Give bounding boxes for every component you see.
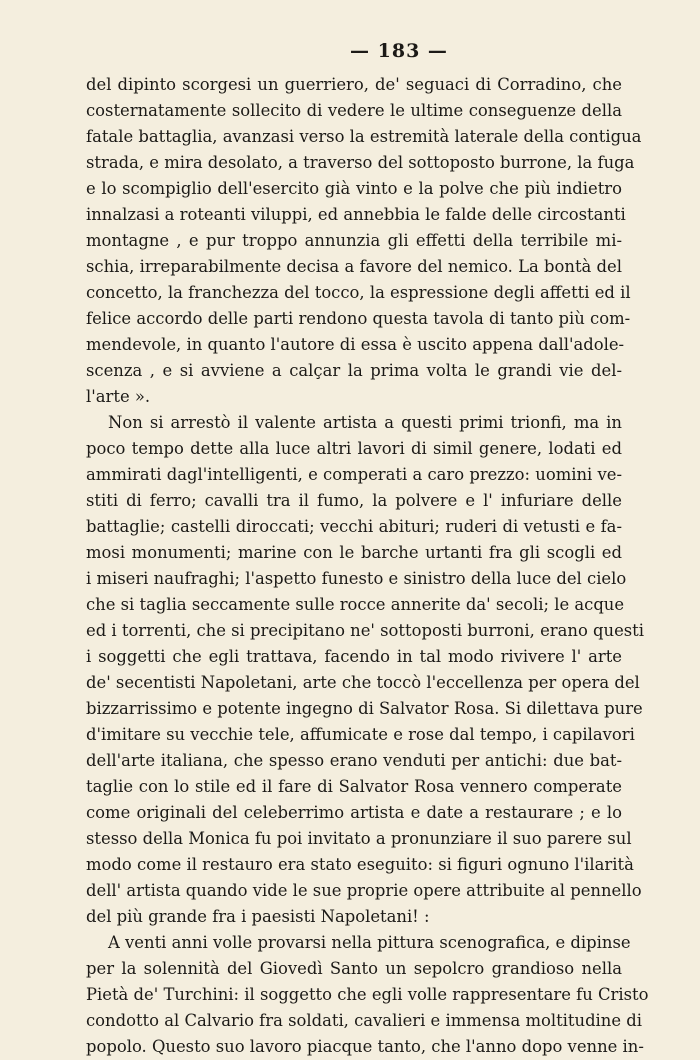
paragraph: [86, 72, 642, 410]
text-line: mendevole, in quanto l'autore di essa è uscito appena dall'adole-: [86, 335, 625, 354]
text-line: del dipinto scorgesi un guerriero, de' seguaci di Corradino, che: [86, 75, 622, 94]
text-line: A venti anni volle provarsi nella pittura scenografica, e dipinse: [108, 933, 631, 952]
text-line: popolo. Questo suo lavoro piacque tanto, che l'anno dopo venne in-: [86, 1037, 644, 1056]
text-line: ammirati dagl'intelligenti, e comperati a caro prezzo: uomini ve-: [86, 465, 622, 484]
text-line: poco tempo dette alla luce altri lavori di simil genere, lodati ed: [86, 439, 622, 458]
text-line: bizzarrissimo e potente ingegno di Salvator Rosa. Si dilettava pure: [86, 699, 643, 718]
text-line: costernatamente sollecito di vedere le ultime conseguenze della: [86, 101, 622, 120]
paragraph: [86, 930, 649, 1060]
text-line: ed i torrenti, che si precipitano ne' sottoposti burroni, erano questi: [86, 621, 645, 640]
text-line: stesso della Monica fu poi invitato a pronunziare il suo parere sul: [86, 829, 632, 848]
text-line: condotto al Calvario fra soldati, cavalieri e immensa moltitudine di: [86, 1011, 643, 1030]
text-line: mosi monumenti; marine con le barche urtanti fra gli scogli ed: [86, 543, 622, 562]
text-line: stiti di ferro; cavalli tra il fumo, la polvere e l' infuriare delle: [86, 491, 622, 510]
text-line: i soggetti che egli trattava, facendo in tal modo rivivere l' arte: [86, 647, 622, 666]
text-line: per la solennità del Giovedì Santo un sepolcro grandioso nella: [86, 959, 622, 978]
page-number: — 183 —: [350, 40, 448, 62]
text-line: dell' artista quando vide le sue proprie opere attribuite al pennello: [86, 881, 642, 900]
text-line: battaglie; castelli diroccati; vecchi abituri; ruderi di vetusti e fa-: [86, 517, 622, 536]
text-line: taglie con lo stile ed il fare di Salvator Rosa vennero comperate: [86, 777, 622, 796]
text-line: concetto, la franchezza del tocco, la espressione degli affetti ed il: [86, 283, 631, 302]
text-line: Pietà de' Turchini: il soggetto che egli volle rappresentare fu Cristo: [86, 985, 649, 1004]
text-line: i miseri naufraghi; l'aspetto funesto e sinistro della luce del cielo: [86, 569, 627, 588]
text-line: del più grande fra i paesisti Napoletani! :: [86, 907, 430, 926]
text-line: strada, e mira desolato, a traverso del sottoposto burrone, la fuga: [86, 153, 635, 172]
text-line: e lo scompiglio dell'esercito già vinto e la polve che più indietro: [86, 179, 622, 198]
text-line: felice accordo delle parti rendono questa tavola di tanto più com-: [86, 309, 631, 328]
text-line: Non si arrestò il valente artista a questi primi trionfi, ma in: [108, 413, 622, 432]
text-line: scenza , e si avviene a calçar la prima volta le grandi vie del-: [86, 361, 622, 380]
text-line: innalzasi a roteanti viluppi, ed annebbia le falde delle circostanti: [86, 205, 626, 224]
paragraph: [86, 410, 645, 930]
text-line: montagne , e pur troppo annunzia gli effetti della terribile mi-: [86, 231, 622, 250]
text-line: l'arte ».: [86, 387, 151, 406]
text-line: fatale battaglia, avanzasi verso la estremità laterale della contigua: [86, 127, 642, 146]
text-line: de' secentisti Napoletani, arte che toccò l'eccellenza per opera del: [86, 673, 640, 692]
body-text: [86, 72, 649, 1060]
text-line: come originali del celeberrimo artista e date a restaurare ; e lo: [86, 803, 622, 822]
text-line: schia, irreparabilmente decisa a favore del nemico. La bontà del: [86, 257, 622, 276]
text-line: d'imitare su vecchie tele, affumicate e rose dal tempo, i capilavori: [86, 725, 635, 744]
text-line: modo come il restauro era stato eseguito: si figuri ognuno l'ilarità: [86, 855, 634, 874]
text-line: che si taglia seccamente sulle rocce annerite da' secoli; le acque: [86, 595, 625, 614]
text-line: dell'arte italiana, che spesso erano venduti per antichi: due bat-: [86, 751, 622, 770]
